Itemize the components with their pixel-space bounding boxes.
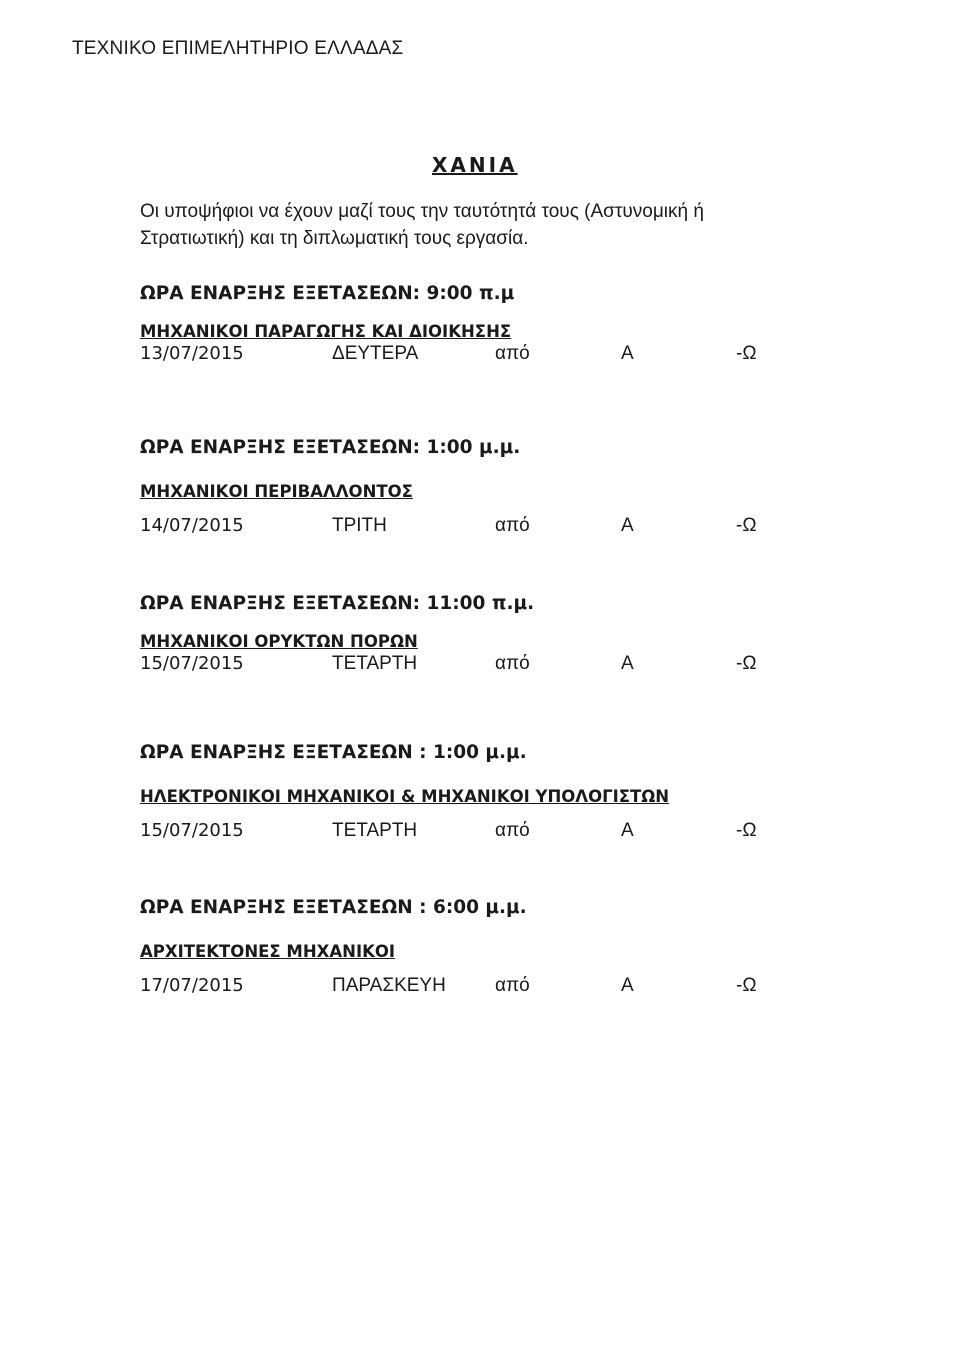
schedule-row — [140, 343, 780, 369]
start-time: ΩΡΑ ΕΝΑΡΞΗΣ ΕΞΕΤΑΣΕΩΝ: 9:00 π.μ — [140, 283, 515, 304]
schedule-row — [140, 515, 780, 541]
from-label: από — [495, 653, 530, 674]
specialty-title: ΑΡΧΙΤΕΚΤΟΝΕΣ ΜΗΧΑΝΙΚΟΙ — [140, 942, 396, 961]
exam-session — [140, 437, 780, 541]
letter-from: Α — [621, 515, 634, 536]
start-time: ΩΡΑ ΕΝΑΡΞΗΣ ΕΞΕΤΑΣΕΩΝ: 11:00 π.μ. — [140, 593, 535, 614]
letter-to: -Ω — [736, 653, 757, 674]
start-time: ΩΡΑ ΕΝΑΡΞΗΣ ΕΞΕΤΑΣΕΩΝ : 6:00 μ.μ. — [140, 897, 527, 918]
instructions-note: Οι υποψήφιοι να έχουν μαζί τους την ταυτότητά τους (Αστυνομική ή Στρατιωτική) και τη διπλωματική τους εργασία. — [140, 201, 704, 249]
exam-date: 15/07/2015 — [140, 820, 244, 841]
exam-day: ΤΕΤΑΡΤΗ — [332, 820, 418, 841]
schedule-row — [140, 820, 780, 846]
exam-session — [140, 593, 780, 679]
exam-session — [140, 897, 780, 1001]
letter-from: Α — [621, 653, 634, 674]
exam-session — [140, 742, 780, 846]
letter-to: -Ω — [736, 975, 757, 996]
from-label: από — [495, 975, 530, 996]
exam-date: 13/07/2015 — [140, 343, 244, 364]
schedule-row — [140, 653, 780, 679]
exam-date: 14/07/2015 — [140, 515, 244, 536]
exam-day: ΔΕΥΤΕΡΑ — [332, 343, 419, 364]
letter-to: -Ω — [736, 343, 757, 364]
letter-from: Α — [621, 975, 634, 996]
letter-from: Α — [621, 343, 634, 364]
organization-name: ΤΕΧΝΙΚΟ ΕΠΙΜΕΛΗΤΗΡΙΟ ΕΛΛΑΔΑΣ — [72, 38, 404, 59]
from-label: από — [495, 820, 530, 841]
letter-to: -Ω — [736, 820, 757, 841]
exam-session — [140, 283, 780, 369]
city-heading: ΧΑΝΙΑ — [432, 153, 518, 177]
letter-from: Α — [621, 820, 634, 841]
specialty-title: ΗΛΕΚΤΡΟΝΙΚΟΙ ΜΗΧΑΝΙΚΟΙ & ΜΗΧΑΝΙΚΟΙ ΥΠΟΛΟΓΙΣΤΩΝ — [140, 787, 670, 806]
start-time: ΩΡΑ ΕΝΑΡΞΗΣ ΕΞΕΤΑΣΕΩΝ : 1:00 μ.μ. — [140, 742, 527, 763]
letter-to: -Ω — [736, 515, 757, 536]
exam-date: 17/07/2015 — [140, 975, 244, 996]
specialty-title: ΜΗΧΑΝΙΚΟΙ ΟΡΥΚΤΩΝ ΠΟΡΩΝ — [140, 632, 418, 651]
exam-day: ΤΡΙΤΗ — [332, 515, 387, 536]
from-label: από — [495, 343, 530, 364]
exam-day: ΠΑΡΑΣΚΕΥΗ — [332, 975, 446, 996]
specialty-title: ΜΗΧΑΝΙΚΟΙ ΠΑΡΑΓΩΓΗΣ ΚΑΙ ΔΙΟΙΚΗΣΗΣ — [140, 322, 512, 341]
schedule-row — [140, 975, 780, 1001]
start-time: ΩΡΑ ΕΝΑΡΞΗΣ ΕΞΕΤΑΣΕΩΝ: 1:00 μ.μ. — [140, 437, 521, 458]
exam-date: 15/07/2015 — [140, 653, 244, 674]
from-label: από — [495, 515, 530, 536]
specialty-title: ΜΗΧΑΝΙΚΟΙ ΠΕΡΙΒΑΛΛΟΝΤΟΣ — [140, 482, 413, 501]
exam-day: ΤΕΤΑΡΤΗ — [332, 653, 418, 674]
